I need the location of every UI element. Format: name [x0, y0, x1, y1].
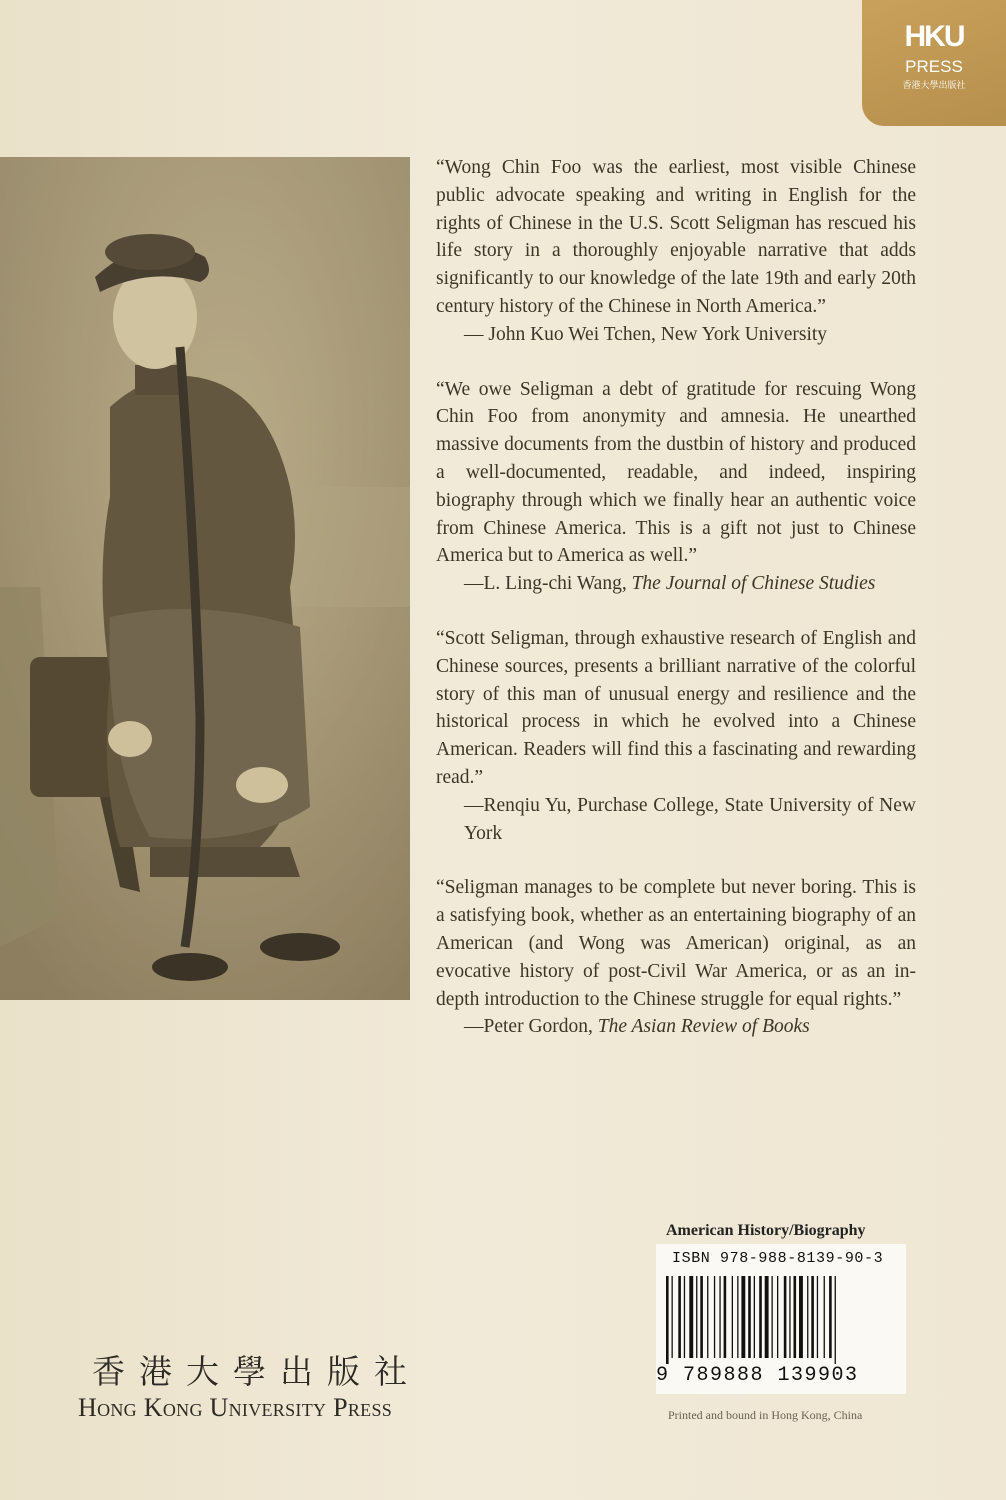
portrait-photo-icon [0, 157, 410, 1000]
quote-attribution [436, 792, 916, 848]
barcode-bar [829, 1276, 832, 1358]
printed-note: Printed and bound in Hong Kong, China [668, 1408, 863, 1422]
quote-2 [436, 376, 916, 598]
barcode-bar [772, 1276, 773, 1358]
attribution-title: The Journal of Chinese Studies [631, 573, 876, 595]
portrait-photo [0, 157, 410, 1000]
barcode-bar [672, 1276, 673, 1358]
barcode-bar [784, 1276, 787, 1358]
barcode-bar [737, 1276, 738, 1358]
barcode-bar [724, 1276, 727, 1358]
barcode-bar [759, 1276, 762, 1358]
hku-press-badge [862, 0, 1006, 126]
quote-1 [436, 154, 916, 349]
endorsement-quotes [436, 154, 916, 1068]
publisher-chinese-name: 香港大學出版社 [92, 1352, 421, 1391]
attribution-author: —Peter Gordon, [464, 1016, 598, 1038]
barcode-bar [777, 1276, 778, 1358]
barcode-bar [696, 1276, 697, 1358]
barcode-bar [714, 1276, 715, 1358]
quote-4 [436, 874, 916, 1041]
book-category: American History/Biography [666, 1222, 866, 1239]
barcode-bar [754, 1276, 755, 1358]
barcode-bar [824, 1276, 825, 1358]
barcode-bar [835, 1276, 836, 1364]
barcode-icon [660, 1276, 902, 1364]
press-label: PRESS [905, 57, 963, 76]
quote-text: “We owe Seligman a debt of gratitude for rescuing Wong Chin Foo from anonymity and amnesia. He unearthed massive documents from the dustbin of history and produced a well-documented, readable, and indeed, inspiring biography through which we finally hear an authentic voice from Chinese America. This is a gift not just to Chinese America but to America as well.” [436, 378, 916, 567]
barcode-bar [794, 1276, 797, 1358]
barcode-bar [741, 1276, 745, 1358]
barcode-bar [719, 1276, 720, 1358]
quote-text: “Seligman manages to be complete but never boring. This is a satisfying book, whether as an entertaining biography of an American (and Wong was American) original, as an evocative history of post-Civil War America, or as an in-depth introduction to the Chinese struggle for equal rights.” [436, 877, 916, 1010]
attribution-author: — John Kuo Wei Tchen, New York University [464, 323, 828, 345]
barcode-digits: 9 789888 139903 [656, 1364, 859, 1387]
badge-chinese-name: 香港大學出版社 [902, 81, 966, 91]
attribution-title: The Asian Review of Books [597, 1016, 810, 1038]
barcode-bar [707, 1276, 708, 1358]
quote-attribution [436, 321, 916, 349]
barcode-bar [799, 1276, 803, 1358]
barcode-bar [689, 1276, 693, 1358]
attribution-author: —L. Ling-chi Wang, [464, 573, 632, 595]
isbn-label: ISBN 978-988-8139-90-3 [672, 1250, 884, 1267]
attribution-author: —Renqiu Yu, Purchase College, State University of New York [464, 794, 916, 844]
barcode-bar [748, 1276, 751, 1358]
barcode-bar [732, 1276, 733, 1358]
hku-logo-text: HKU [904, 20, 964, 53]
barcode-bar [765, 1276, 769, 1358]
barcode-bar [807, 1276, 808, 1358]
barcode-bar [684, 1276, 685, 1358]
quote-text: “Wong Chin Foo was the earliest, most visible Chinese public advocate speaking and writing in English for the rights of Chinese in the U.S. Scott Seligman has rescued his life story in a thoroughly enjoyable narrative that adds significantly to our knowledge of the late 19th and early 20th century history of the Chinese in North America.” [436, 157, 916, 317]
quote-3 [436, 625, 916, 847]
isbn-barcode [656, 1244, 906, 1394]
barcode-bar [789, 1276, 790, 1358]
barcode-bar [817, 1276, 818, 1358]
barcode-bar [700, 1276, 703, 1358]
barcode-bar [666, 1276, 669, 1364]
quote-attribution [436, 570, 916, 598]
quote-attribution [436, 1013, 916, 1041]
publisher-english-name: Hong Kong University Press [78, 1393, 393, 1422]
quote-text: “Scott Seligman, through exhaustive research of English and Chinese sources, presents a brilliant narrative of the colorful story of this man of unusual energy and resilience and the historical process in which he evolved into a Chinese American. Readers will find this a fascinating and rewarding read.” [436, 627, 916, 788]
barcode-bar [811, 1276, 814, 1358]
barcode-bar [678, 1276, 681, 1358]
